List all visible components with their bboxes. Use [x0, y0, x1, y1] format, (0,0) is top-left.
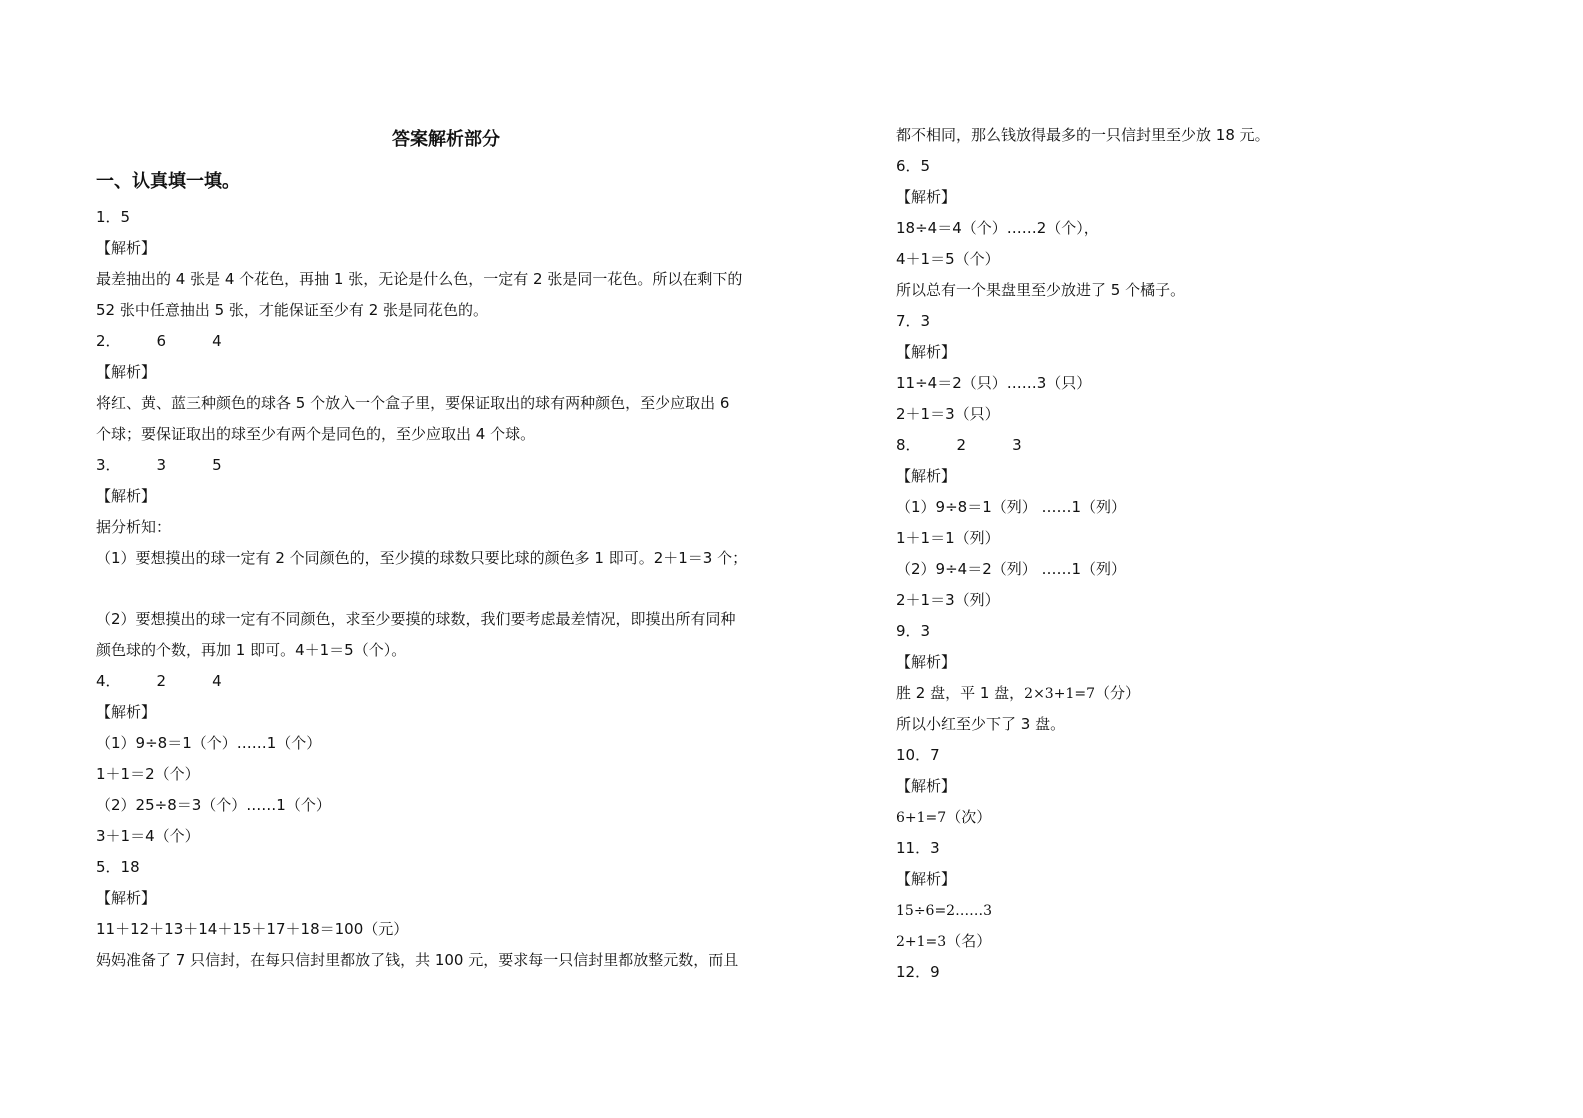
- q8-answer: [896, 434, 1022, 456]
- section-heading: 一、认真填一填。: [96, 171, 240, 192]
- q8-blank-2: 3: [1012, 436, 1022, 454]
- q6-analysis-line: 所以总有一个果盘里至少放进了 5 个橘子。: [896, 281, 1186, 299]
- q6-analysis-label: 【解析】: [896, 188, 957, 206]
- q4-analysis-line: （1）9÷8＝1（个）……1（个）: [96, 734, 322, 752]
- q3-blank-1: 3: [156, 456, 167, 474]
- q9-formula: 2×3+1=7: [1024, 686, 1095, 702]
- q8-analysis-line: 2＋1＝3（列）: [896, 591, 1000, 609]
- q5-analysis-label: 【解析】: [96, 889, 157, 907]
- q4-analysis-line: 3＋1＝4（个）: [96, 827, 200, 845]
- q3-analysis-line: 颜色球的个数，再加 1 即可。4＋1＝5（个）。: [96, 641, 407, 659]
- q4-blank-2: 4: [212, 672, 222, 690]
- q9-answer: 9．3: [896, 622, 931, 640]
- q11-formula: 2+1=3: [896, 934, 947, 950]
- q4-number: 4．: [96, 672, 121, 690]
- q4-blank-1: 2: [156, 672, 167, 690]
- q5-analysis-continuation: 都不相同，那么钱放得最多的一只信封里至少放 18 元。: [896, 126, 1270, 144]
- q8-number: 8．: [896, 436, 921, 454]
- q2-analysis-label: 【解析】: [96, 363, 157, 381]
- q3-analysis-line: （2）要想摸出的球一定有不同颜色，求至少要摸的球数，我们要考虑最差情况，即摸出所有同种: [96, 610, 736, 628]
- q5-analysis-line: 妈妈准备了 7 只信封，在每只信封里都放了钱，共 100 元，要求每一只信封里都放整元数，而且: [96, 951, 739, 969]
- q2-number: 2．: [96, 332, 121, 350]
- q1-analysis-label: 【解析】: [96, 239, 157, 257]
- q3-analysis-line: 据分析知：: [96, 518, 172, 536]
- q9-analysis-line: 所以小红至少下了 3 盘。: [896, 715, 1066, 733]
- q1-answer: 1．5: [96, 208, 131, 226]
- q8-analysis-line: （1）9÷8＝1（列） ……1（列）: [896, 498, 1127, 516]
- q3-analysis-label: 【解析】: [96, 487, 157, 505]
- q11-formula: 15÷6=2……3: [896, 903, 992, 919]
- q3-number: 3．: [96, 456, 121, 474]
- q11-answer: 11．3: [896, 839, 940, 857]
- q11-analysis-line: [896, 899, 992, 921]
- q2-analysis-line: 个球；要保证取出的球至少有两个是同色的，至少应取出 4 个球。: [96, 425, 536, 443]
- q12-answer: 12．9: [896, 963, 940, 981]
- q4-analysis-label: 【解析】: [96, 703, 157, 721]
- q2-blank-2: 4: [212, 332, 222, 350]
- q6-answer: 6．5: [896, 157, 931, 175]
- q6-analysis-line: 4＋1＝5（个）: [896, 250, 1000, 268]
- page-title: 答案解析部分: [392, 129, 500, 150]
- q11-analysis-line: [896, 930, 991, 952]
- q2-blank-1: 6: [156, 332, 167, 350]
- q3-answer: [96, 454, 222, 476]
- q10-unit: （次）: [946, 808, 992, 826]
- q9-analysis-line: [896, 682, 1140, 704]
- q7-analysis-line: 2＋1＝3（只）: [896, 405, 1000, 423]
- q1-analysis-line: 最差抽出的 4 张是 4 个花色，再抽 1 张，无论是什么色，一定有 2 张是同一花色。所以在剩下的: [96, 270, 743, 288]
- q8-blank-1: 2: [956, 436, 967, 454]
- q5-analysis-line: 11＋12＋13＋14＋15＋17＋18＝100（元）: [96, 920, 409, 938]
- q8-analysis-line: 1＋1＝1（列）: [896, 529, 1000, 547]
- q10-formula: 6+1=7: [896, 810, 947, 826]
- q9-analysis-label: 【解析】: [896, 653, 957, 671]
- q7-answer: 7．3: [896, 312, 931, 330]
- q11-unit: （名）: [946, 932, 992, 950]
- q3-blank-2: 5: [212, 456, 222, 474]
- q4-analysis-line: 1＋1＝2（个）: [96, 765, 200, 783]
- q7-analysis-label: 【解析】: [896, 343, 957, 361]
- q5-answer: 5．18: [96, 858, 140, 876]
- q8-analysis-label: 【解析】: [896, 467, 957, 485]
- q8-analysis-line: （2）9÷4＝2（列） ……1（列）: [896, 560, 1127, 578]
- q10-analysis-label: 【解析】: [896, 777, 957, 795]
- q1-analysis-line: 52 张中任意抽出 5 张，才能保证至少有 2 张是同花色的。: [96, 301, 489, 319]
- q10-answer: 10．7: [896, 746, 940, 764]
- q10-analysis-line: [896, 806, 991, 828]
- q7-analysis-line: 11÷4＝2（只）……3（只）: [896, 374, 1092, 392]
- q4-answer: [96, 670, 222, 692]
- q9-unit: （分）: [1095, 684, 1141, 702]
- q2-answer: [96, 330, 222, 352]
- q3-analysis-line: （1）要想摸出的球一定有 2 个同颜色的，至少摸的球数只要比球的颜色多 1 即可。2＋1＝3 个；: [96, 549, 748, 567]
- q9-text: 胜 2 盘，平 1 盘，: [896, 684, 1025, 702]
- q2-analysis-line: 将红、黄、蓝三种颜色的球各 5 个放入一个盒子里，要保证取出的球有两种颜色，至少应取出 6: [96, 394, 730, 412]
- q6-analysis-line: 18÷4＝4（个）……2（个），: [896, 219, 1099, 237]
- q11-analysis-label: 【解析】: [896, 870, 957, 888]
- q4-analysis-line: （2）25÷8＝3（个）……1（个）: [96, 796, 331, 814]
